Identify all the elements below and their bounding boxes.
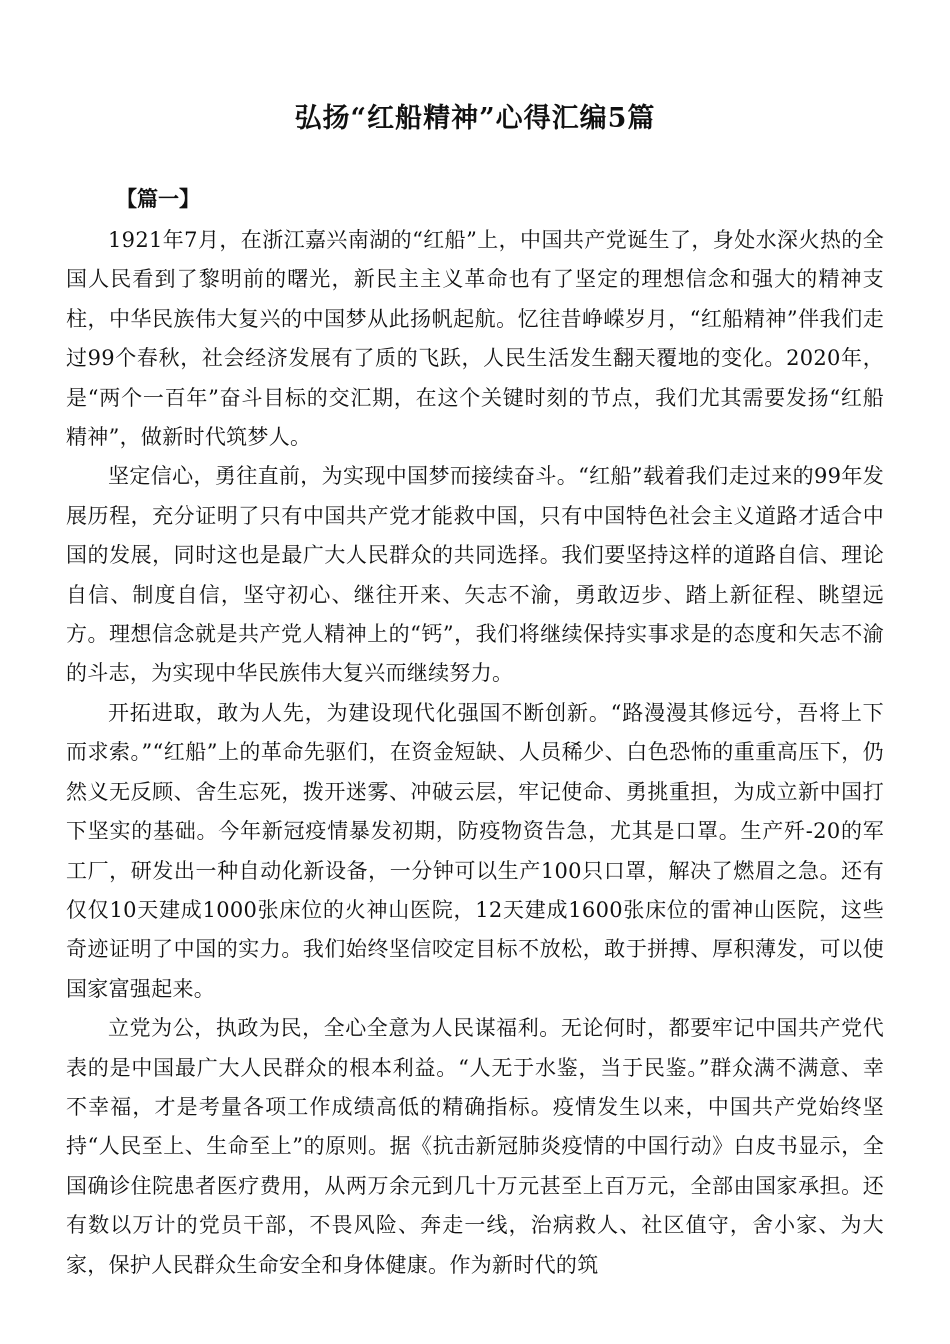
document-body — [66, 221, 884, 1285]
paragraph-4: 立党为公，执政为民，全心全意为人民谋福利。无论何时，都要牢记中国共产党代表的是中国最广大人民群众的根本利益。“人无于水鉴，当于民鉴。”群众满不满意、幸不幸福，才是考量各项工作成绩高低的精确指标。疫情发生以来，中国共产党始终坚持“人民至上、生命至上”的原则。据《抗击新冠肺炎疫情的中国行动》白皮书显示，全国确诊住院患者医疗费用，从两万余元到几十万元甚至上百万元，全部由国家承担。还有数以万计的党员干部，不畏风险、奔走一线，治病救人、社区值守，舍小家、为大家，保护人民群众生命安全和身体健康。作为新时代的筑 — [66, 1016, 884, 1277]
document-title: 弘扬“红船精神”心得汇编5篇 — [294, 103, 656, 134]
paragraph-3: 开拓进取，敢为人先，为建设现代化强国不断创新。“路漫漫其修远兮，吾将上下而求索。”“红船”上的革命先驱们，在资金短缺、人员稀少、白色恐怖的重重高压下，仍然义无反顾、舍生忘死，拨开迷雾、冲破云层，牢记使命、勇挑重担，为成立新中国打下坚实的基础。今年新冠疫情暴发初期，防疫物资告急，尤其是口罩。生产歼-20的军工厂，研发出一种自动化新设备，一分钟可以生产100只口罩，解决了燃眉之急。还有仅仅10天建成1000张床位的火神山医院，12天建成1600张床位的雷神山医院，这些奇迹证明了中国的实力。我们始终坚信咬定目标不放松，敢于拼搏、厚积薄发，可以使国家富强起来。 — [66, 700, 884, 1001]
section-label: 【篇一】 — [116, 186, 200, 211]
paragraph-1: 1921年7月，在浙江嘉兴南湖的“红船”上，中国共产党诞生了，身处水深火热的全国人民看到了黎明前的曙光，新民主主义革命也有了坚定的理想信念和强大的精神支柱，中华民族伟大复兴的中国梦从此扬帆起航。忆往昔峥嵘岁月，“红船精神”伴我们走过99个春秋，社会经济发展有了质的飞跃，人民生活发生翻天覆地的变化。2020年，是“两个一百年”奋斗目标的交汇期，在这个关键时刻的节点，我们尤其需要发扬“红船精神”，做新时代筑梦人。 — [66, 228, 884, 450]
paragraph-2: 坚定信心，勇往直前，为实现中国梦而接续奋斗。“红船”载着我们走过来的99年发展历程，充分证明了只有中国共产党才能救中国，只有中国特色社会主义道路才适合中国的发展，同时这也是最广大人民群众的共同选择。我们要坚持这样的道路自信、理论自信、制度自信，坚守初心、继往开来、矢志不渝，勇敢迈步、踏上新征程、眺望远方。理想信念就是共产党人精神上的“钙”，我们将继续保持实事求是的态度和矢志不渝的斗志，为实现中华民族伟大复兴而继续努力。 — [66, 464, 884, 686]
